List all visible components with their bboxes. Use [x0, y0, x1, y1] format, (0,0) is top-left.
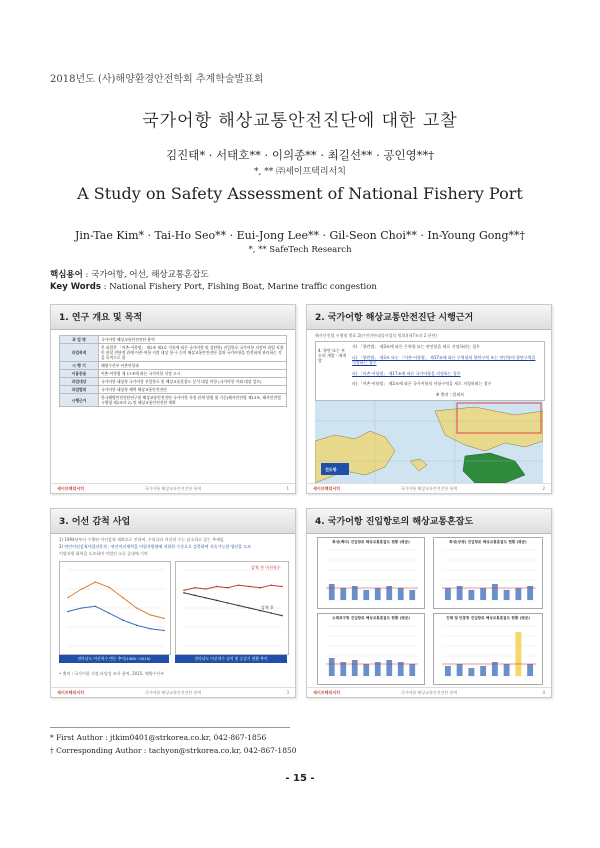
- legal-box: [315, 341, 545, 401]
- slide-title: 4. 국가어항 진입항로의 해상교통혼잡도: [315, 517, 474, 527]
- data-point: [249, 607, 251, 609]
- keywords-korean-value: : 국가어항, 어선, 해상교통혼잡도: [82, 270, 209, 280]
- authors-english: Jin-Tae Kim* · Tai-Ho Seo** · Eui-Jong Lee** · Gil-Seon Choi** · In-Young Gong**†: [74, 229, 526, 242]
- conference-header: 2018년도 (사)해양환경안전학회 추계학술발표회: [50, 74, 264, 85]
- footer-page: 4: [542, 690, 545, 695]
- footer-page: 1: [286, 486, 289, 491]
- series-line: [68, 582, 164, 618]
- bar: [352, 660, 358, 676]
- chart-legend: 감척 후: [261, 605, 274, 610]
- slide-vessel-reduction: [50, 508, 296, 698]
- data-point: [205, 597, 207, 599]
- slide-header-bar: [307, 305, 551, 330]
- slide-title: 3. 어선 감척 사업: [59, 517, 131, 527]
- congestion-chart: [317, 537, 425, 609]
- footer-text: 국가어항 해상교통안전진단 용역: [144, 486, 202, 491]
- footer-page: 2: [542, 486, 545, 491]
- bar: [492, 584, 498, 600]
- bar: [468, 590, 474, 600]
- row-value: 국가어항 대상항 국가어항 진입항로 및 해상교통혼잡도 분석 대상 어항 (국가어항 이외 대상 검토): [99, 378, 287, 386]
- data-point: [249, 586, 251, 588]
- slide-title: 1. 연구 개요 및 목적: [59, 313, 143, 323]
- table-row: [60, 370, 287, 378]
- legal-point: 라) 「어촌·어항법」 제2조에 따른 국가어항의 어항구역을 새로 지정하려는 경우: [352, 381, 492, 386]
- row-value: 국가어항 해상교통안전진단 용역: [99, 336, 287, 344]
- data-point: [81, 607, 83, 609]
- slide-footer: [51, 483, 295, 493]
- bar: [398, 588, 404, 600]
- footer-logo: 세이프텍리서치: [313, 486, 341, 491]
- row-value: 한국해양안전진단연구원 해상교통안전진단 국가어항 지정 관계 법령 및 기준(해사안전법 제13조, 해사안전법 시행령 제2조의 2) 및 해상교통안전진단 계획: [99, 394, 287, 407]
- congestion-chart: [317, 613, 425, 685]
- data-point: [227, 602, 229, 604]
- data-point: [122, 597, 124, 599]
- bar: [504, 664, 510, 676]
- slide-title: 2. 국가어항 해상교통안전진단 시행근거: [315, 313, 474, 323]
- keywords-korean-label: 핵심용어: [50, 270, 83, 280]
- footnote-first-author: * First Author : jtkim0401@strkorea.co.kr, 042-867-1856: [50, 733, 267, 742]
- data-point: [194, 595, 196, 597]
- bar: [386, 660, 392, 676]
- slide-header-bar: [51, 305, 295, 330]
- bar: [329, 658, 335, 676]
- bar: [480, 666, 486, 676]
- slide-research-overview: [50, 304, 296, 494]
- legal-category: 4. 항만 또는 부두의 개발 · 재개발: [318, 348, 347, 363]
- authors-korean: 김진태* · 서태호** · 이의종** · 최길선** · 공인영**†: [166, 148, 434, 162]
- chart-source: • 출처 : 국가어항 지정 타당성 조사 용역, 2015, 해양수산부: [59, 671, 165, 676]
- data-point: [163, 618, 165, 620]
- footer-text: 국가어항 해상교통안전진단 용역: [144, 690, 202, 695]
- footer-text: 국가어항 해상교통안전진단 용역: [400, 486, 458, 491]
- paper-title-english: A Study on Safety Assessment of National Fishery Port: [77, 184, 523, 203]
- congestion-bars: [434, 614, 542, 684]
- bar: [445, 666, 451, 676]
- legal-reference: 해사안전법 시행령 별표 2(안전진단대상사업의 범위)(제7조의 2 관련): [315, 333, 437, 338]
- row-header: 시 행 기: [60, 362, 99, 370]
- data-point: [149, 628, 151, 630]
- data-point: [281, 586, 283, 588]
- footer-logo: 세이프텍리서치: [313, 690, 341, 695]
- data-point: [67, 611, 69, 613]
- bar: [363, 664, 369, 676]
- bar: [409, 664, 415, 676]
- data-point: [108, 586, 110, 588]
- legal-source: ※ 출처 : 법제처: [436, 392, 464, 397]
- row-value: 본 과업은 「어촌·어항법」 제2조 제3호 가목에 따른 국가어항 및 상단항) 진입항로 국가어항 지정이 과업 지정이 관할 진단정 관계 어촌·어항 지정 대상 항·구 등의 해상교통안전진단 결과 국가어항을 안전하게 관리하는 것을 목적으로 함: [99, 344, 287, 362]
- footnote-corresponding-author: † Corresponding Author : tachyon@strkorea.co.kr, 042-867-1850: [50, 746, 297, 755]
- legal-point: 가) 「항만법」 제3조에 따른 무역항 또는 연안항을 새로 지정하려는 경우: [352, 344, 480, 349]
- congestion-chart-title: 진해 및 안흥항 진입항로 해상교통혼잡도 현황 (평균): [446, 616, 530, 620]
- footer-logo: 세이프텍리서치: [57, 486, 85, 491]
- keywords-english-value: : National Fishery Port, Fishing Boat, Marine traffic congestion: [100, 282, 377, 292]
- row-header: 과업목적: [60, 344, 99, 362]
- data-point: [238, 584, 240, 586]
- table-row: [60, 336, 287, 344]
- slide-legal-basis: [306, 304, 552, 494]
- data-point: [281, 615, 283, 617]
- nautical-chart-map: [315, 401, 543, 483]
- data-point: [238, 605, 240, 607]
- bar: [527, 664, 533, 676]
- bar: [504, 590, 510, 600]
- row-header: 시행근거: [60, 394, 99, 407]
- congestion-chart: [433, 537, 543, 609]
- keywords-english-label: Key Words: [50, 282, 101, 292]
- affiliation-english: *, ** SafeTech Research: [248, 245, 352, 255]
- data-point: [136, 624, 138, 626]
- row-header: 이용중용: [60, 370, 99, 378]
- footer-text: 국가어항 해상교통안전진단 용역: [400, 690, 458, 695]
- bar: [375, 588, 381, 600]
- data-point: [216, 586, 218, 588]
- bar: [515, 632, 521, 676]
- paper-title-korean: 국가어항 해상교통안전진단에 대한 고찰: [142, 111, 458, 131]
- congestion-bars: [434, 538, 542, 608]
- chart-legend: 감척 전 어선척수: [251, 565, 281, 570]
- data-point: [270, 584, 272, 586]
- bar: [363, 590, 369, 600]
- affiliation-korean: *, ** ㈜세이프텍리서치: [254, 167, 346, 177]
- bar: [468, 668, 474, 676]
- data-point: [95, 605, 97, 607]
- data-point: [183, 589, 185, 591]
- data-point: [136, 607, 138, 609]
- data-point: [259, 587, 261, 589]
- chart-caption: 전라남도 어선척수 변동 추이(1982~2015): [59, 655, 169, 663]
- table-row: [60, 362, 287, 370]
- congestion-chart-title: 화성(궁평) 진입항로 해상교통혼잡도 현황 (평균): [449, 540, 527, 544]
- chart-caption: 전라남도 어선척수 실적 및 증감기 현황 추이: [175, 655, 287, 663]
- row-value: 국가어항 대상항 해역 해상교통안전진단: [99, 386, 287, 394]
- bar: [480, 588, 486, 600]
- bar: [457, 664, 463, 676]
- slide-footer: [51, 687, 295, 697]
- bar: [340, 588, 346, 600]
- bar: [515, 588, 521, 600]
- footer-logo: 세이프텍리서치: [57, 690, 85, 695]
- footer-page: 3: [286, 690, 289, 695]
- table-row: [60, 386, 287, 394]
- table-row: [60, 378, 287, 386]
- data-point: [149, 614, 151, 616]
- congestion-bars: [318, 538, 424, 608]
- data-point: [67, 597, 69, 599]
- row-value: 해양수산부 어촌어항과: [99, 362, 287, 370]
- slide-footer: [307, 483, 551, 493]
- data-point: [270, 612, 272, 614]
- overview-table: [59, 335, 287, 407]
- data-point: [216, 600, 218, 602]
- bar: [329, 584, 335, 600]
- slide-footer: [307, 687, 551, 697]
- data-point: [205, 588, 207, 590]
- row-header: 과업대상: [60, 378, 99, 386]
- bar: [409, 590, 415, 600]
- table-row: [60, 344, 287, 362]
- footnote-divider: [50, 727, 290, 728]
- data-point: [95, 581, 97, 583]
- series-line: [184, 585, 282, 590]
- bar: [445, 588, 451, 600]
- row-header: 과 업 명: [60, 336, 99, 344]
- keywords-korean: [50, 268, 209, 280]
- congestion-chart-title: 소래포구항 진입항로 해상교통혼잡도 현황 (평균): [332, 616, 410, 620]
- keywords-english: [50, 282, 377, 292]
- vessel-count-line-chart: [59, 561, 171, 655]
- row-header: 과업범위: [60, 386, 99, 394]
- congestion-chart: [433, 613, 543, 685]
- slide-traffic-congestion: [306, 508, 552, 698]
- bullet-text: 어업자원 회복을 도모하며 어업인 소득 증대에 기여: [59, 551, 148, 556]
- table-row: [60, 394, 287, 407]
- data-point: [183, 592, 185, 594]
- data-point: [227, 587, 229, 589]
- slide-header-bar: [51, 509, 295, 534]
- data-point: [163, 630, 165, 632]
- slide-header-bar: [307, 509, 551, 534]
- legal-point: 다) 「어촌·어항법」 제17조에 따른 국가어항을 지정하는 경우: [352, 371, 461, 376]
- data-point: [81, 588, 83, 590]
- row-value: 어촌·어항법 제 17조에 따른 국가어항 지정 고시: [99, 370, 287, 378]
- congestion-chart-title: 화성(백미) 진입항로 해상교통혼잡도 현황 (평균): [332, 540, 410, 544]
- data-point: [108, 612, 110, 614]
- bullet-text: 2) 연안어선감척사업의목적 : 연안어선세력을 어업자원량에 적합한 수준으로 감축하여 지속가능한 생산을 도모: [59, 544, 252, 549]
- map-port-label: 진도항: [325, 467, 337, 472]
- congestion-bars: [318, 614, 424, 684]
- bullet-text: 1) 1994년부터 수행된 어선감척 계획으로 인하여, 우리나라 어선의 수는 감소하고 있는 추세임: [59, 537, 224, 542]
- page-number: - 15 -: [285, 773, 315, 784]
- legal-point: 나) 「항만법」 제3조 또는 「어촌·어항법」 제17조에 따른 무역항의 항만구역 또는 연안항의 항만구역을 지정하는 경우: [352, 355, 536, 365]
- data-point: [122, 619, 124, 621]
- data-point: [194, 587, 196, 589]
